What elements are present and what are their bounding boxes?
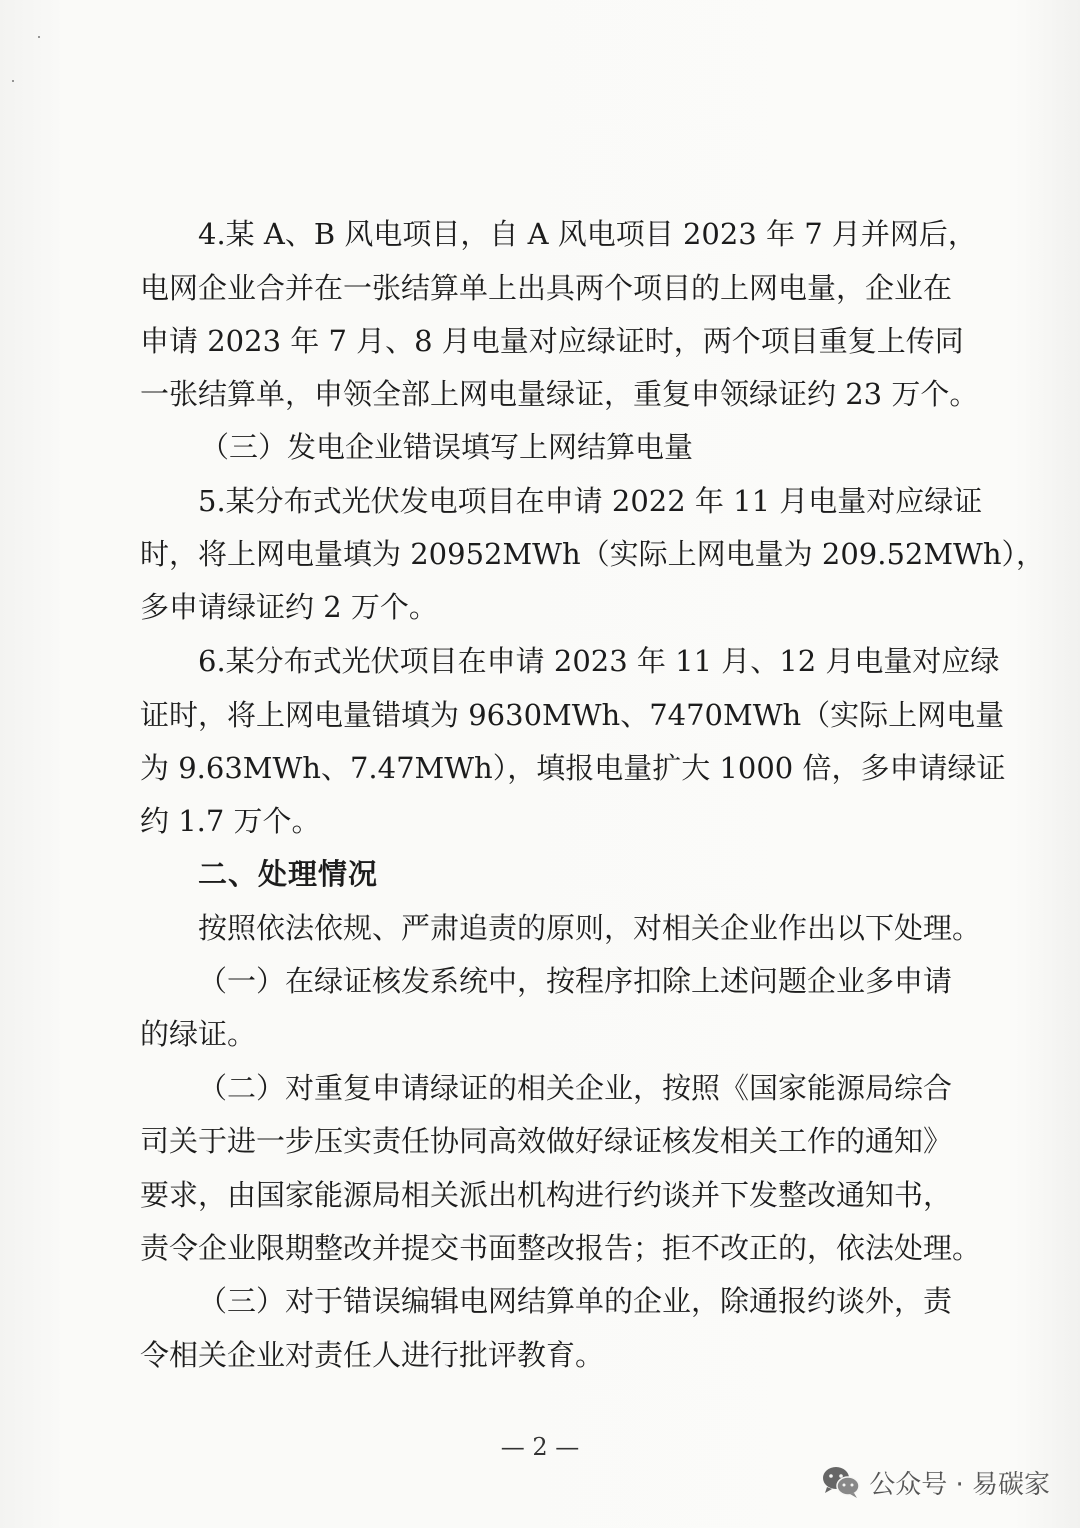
paragraph-5-line: 5.某分布式光伏发电项目在申请 2022 年 11 月电量对应绿证 bbox=[198, 484, 983, 518]
measure-1-line: （一）在绿证核发系统中，按程序扣除上述问题企业多申请 bbox=[198, 964, 953, 998]
paragraph-4-line: 4.某 A、B 风电项目，自 A 风电项目 2023 年 7 月并网后， bbox=[198, 217, 977, 251]
paragraph-6-line: 为 9.63MWh、7.47MWh），填报电量扩大 1000 倍，多申请绿证 bbox=[140, 751, 1006, 785]
scan-speck bbox=[38, 36, 40, 38]
wechat-icon bbox=[821, 1465, 861, 1499]
paragraph-4-line: 申请 2023 年 7 月、8 月电量对应绿证时，两个项目重复上传同 bbox=[140, 324, 964, 358]
watermark-text: 公众号 · 易碳家 bbox=[869, 1469, 1050, 1500]
measure-2-line: 要求，由国家能源局相关派出机构进行约谈并下发整改通知书， bbox=[140, 1178, 953, 1212]
intro-line: 按照依法依规、严肃追责的原则，对相关企业作出以下处理。 bbox=[198, 911, 982, 945]
paragraph-5-line: 多申请绿证约 2 万个。 bbox=[140, 590, 438, 624]
scan-speck bbox=[12, 80, 14, 82]
paragraph-6-line: 6.某分布式光伏项目在申请 2023 年 11 月、12 月电量对应绿 bbox=[198, 644, 1000, 678]
measure-2-line: （二）对重复申请绿证的相关企业，按照《国家能源局综合 bbox=[198, 1071, 953, 1105]
measure-3-line: （三）对于错误编辑电网结算单的企业，除通报约谈外，责 bbox=[198, 1284, 953, 1318]
measure-3-line: 令相关企业对责任人进行批评教育。 bbox=[140, 1338, 605, 1372]
section-2-heading: 二、处理情况 bbox=[198, 857, 379, 891]
wechat-watermark bbox=[821, 1460, 1050, 1504]
paragraph-6-line: 约 1.7 万个。 bbox=[140, 804, 321, 838]
paragraph-4-line: 一张结算单，申领全部上网电量绿证，重复申领绿证约 23 万个。 bbox=[140, 377, 979, 411]
paragraph-4-line: 电网企业合并在一张结算单上出具两个项目的上网电量，企业在 bbox=[140, 271, 953, 305]
paragraph-5-line: 时，将上网电量填为 20952MWh（实际上网电量为 209.52MWh）， bbox=[140, 537, 1046, 571]
paragraph-6-line: 证时，将上网电量错填为 9630MWh、7470MWh（实际上网电量 bbox=[140, 698, 1005, 732]
measure-2-line: 司关于进一步压实责任协同高效做好绿证核发相关工作的通知》 bbox=[140, 1124, 953, 1158]
page-number: — 2 — bbox=[500, 1433, 580, 1461]
measure-2-line: 责令企业限期整改并提交书面整改报告；拒不改正的，依法处理。 bbox=[140, 1231, 982, 1265]
subheading-3: （三）发电企业错误填写上网结算电量 bbox=[200, 430, 694, 464]
measure-1-line: 的绿证。 bbox=[140, 1017, 257, 1051]
